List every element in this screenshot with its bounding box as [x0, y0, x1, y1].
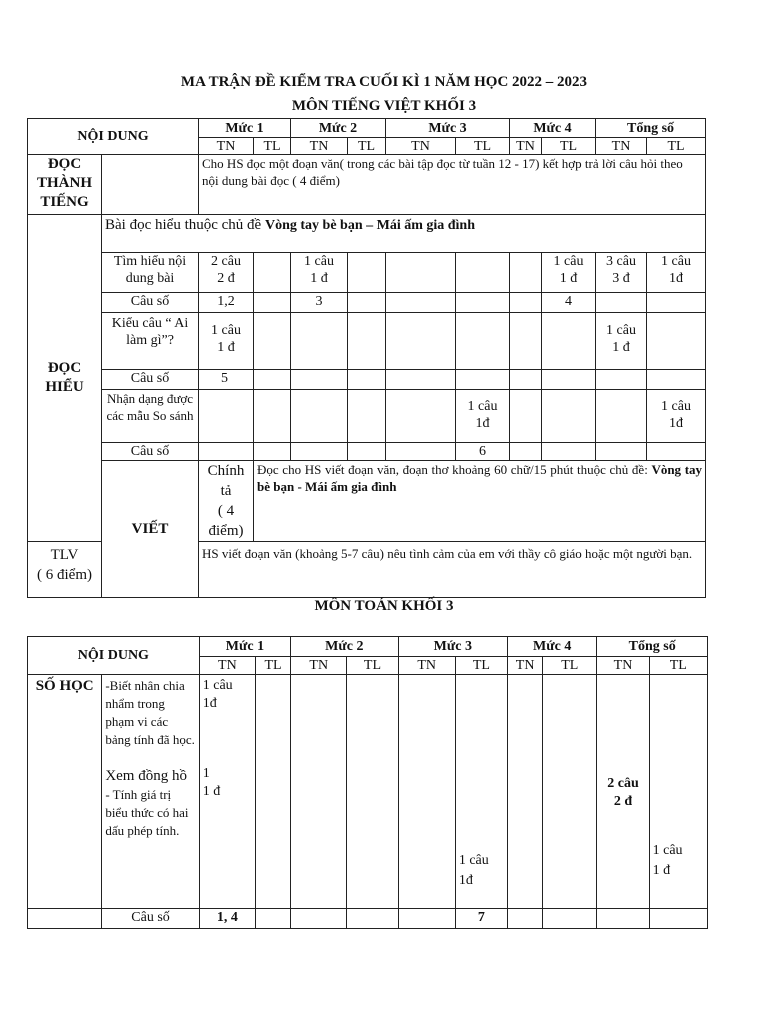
empty-cell — [386, 253, 456, 293]
row-label-kieu-cau: Kiểu câu “ Ai làm gì”? — [102, 313, 199, 370]
header-tong-so: Tổng số — [596, 119, 706, 138]
so-hoc-content-c: - Tính giá trị biểu thức có hai dấu phép tính. — [105, 787, 189, 838]
cell-value: 1 câu 1 đ — [542, 253, 596, 293]
header-tl: TL — [456, 138, 510, 155]
header-muc-4: Mức 4 — [508, 637, 597, 657]
empty-cell — [597, 909, 649, 929]
empty-cell — [647, 443, 706, 461]
empty-cell — [291, 443, 348, 461]
header-tl: TL — [348, 138, 386, 155]
math-matrix-table — [27, 636, 708, 929]
empty-cell — [596, 443, 647, 461]
header-muc-1: Mức 1 — [199, 637, 290, 657]
cell-value: 1 câu 1 đ — [596, 313, 647, 370]
section-so-hoc: SỐ HỌC — [28, 675, 102, 909]
empty-cell — [291, 909, 347, 929]
document-title: MA TRẬN ĐỀ KIỂM TRA CUỐI KÌ 1 NĂM HỌC 2022 – 2023 — [180, 74, 588, 90]
header-tl: TL — [347, 657, 398, 675]
empty-cell — [647, 370, 706, 390]
header-muc-4: Mức 4 — [510, 119, 596, 138]
cell-value: 5 — [199, 370, 254, 390]
header-tl: TL — [255, 657, 290, 675]
empty-cell — [386, 370, 456, 390]
row-label-tim-hieu: Tìm hiểu nội dung bài — [102, 253, 199, 293]
doc-hieu-intro-text: Bài đọc hiểu thuộc chủ đề — [105, 217, 265, 233]
empty-cell — [542, 313, 596, 370]
empty-cell — [510, 443, 542, 461]
header-tl: TL — [649, 657, 707, 675]
cell-value: 6 — [456, 443, 510, 461]
empty-cell — [386, 443, 456, 461]
empty-cell — [456, 253, 510, 293]
empty-cell — [199, 443, 254, 461]
doc-hieu-intro — [102, 215, 706, 253]
cell-value: 1 câu 1đ — [456, 390, 510, 443]
cell-value: 1, 4 — [199, 909, 255, 929]
empty-cell — [647, 293, 706, 313]
so-hoc-content — [102, 675, 199, 909]
empty-cell — [543, 909, 597, 929]
cell-value: 3 — [291, 293, 348, 313]
empty-cell — [254, 370, 291, 390]
header-tn: TN — [386, 138, 456, 155]
section-viet: VIẾT — [102, 461, 199, 598]
empty-cell — [542, 443, 596, 461]
cell-value: 1 1 đ — [202, 766, 221, 799]
empty-cell — [510, 293, 542, 313]
so-hoc-content-b: Xem đồng hồ — [105, 768, 187, 784]
empty-cell — [28, 909, 102, 929]
header-tong-so: Tổng số — [597, 637, 708, 657]
empty-cell — [510, 370, 542, 390]
row-label-cau-so: Câu số — [102, 443, 199, 461]
header-tn: TN — [597, 657, 649, 675]
empty-cell — [647, 313, 706, 370]
header-tn: TN — [199, 657, 255, 675]
empty-cell — [508, 909, 543, 929]
empty-cell — [291, 675, 347, 909]
cell-value: 1 câu 1 đ — [652, 843, 683, 878]
empty-cell — [255, 675, 290, 909]
vietnamese-matrix-table — [27, 118, 706, 598]
cell-value: 1 câu 1 đ — [199, 313, 254, 370]
empty-cell — [254, 313, 291, 370]
empty-cell — [386, 313, 456, 370]
section-doc-thanh-tieng: ĐỌC THÀNH TIẾNG — [28, 155, 102, 215]
empty-cell — [542, 390, 596, 443]
row-label-cau-so: Câu số — [102, 370, 199, 390]
empty-cell — [456, 370, 510, 390]
empty-cell — [348, 313, 386, 370]
header-noi-dung: NỘI DUNG — [28, 119, 199, 155]
header-tn: TN — [508, 657, 543, 675]
so-hoc-content-a: -Biết nhân chia nhẩm trong phạm vi các bảng tính đã học. — [105, 678, 195, 747]
cell-tong-tl — [649, 675, 707, 909]
section-doc-hieu: ĐỌC HIỂU — [28, 215, 102, 542]
row-label-cau-so: Câu số — [102, 293, 199, 313]
doc-thanh-tieng-content: Cho HS đọc một đoạn văn( trong các bài tập đọc từ tuần 12 - 17) kết hợp trả lời câu hỏi theo nội dung bài đọc ( 4 điểm) — [199, 155, 706, 215]
cell-value: 3 câu 3 đ — [596, 253, 647, 293]
subject-title-vietnamese: MÔN TIẾNG VIỆT KHỐI 3 — [291, 98, 477, 114]
empty-cell — [255, 909, 290, 929]
header-tn: TN — [291, 657, 347, 675]
empty-cell — [398, 675, 455, 909]
empty-cell — [291, 370, 348, 390]
empty-cell — [254, 293, 291, 313]
header-muc-3: Mức 3 — [398, 637, 507, 657]
empty-cell — [649, 909, 707, 929]
empty-cell — [348, 293, 386, 313]
cell-tong-tn — [597, 675, 649, 909]
empty-cell — [348, 443, 386, 461]
header-muc-2: Mức 2 — [291, 119, 386, 138]
empty-cell — [508, 675, 543, 909]
header-tl: TL — [542, 138, 596, 155]
header-tl: TL — [455, 657, 507, 675]
header-tn: TN — [510, 138, 542, 155]
subject-title-math: MÔN TOÁN KHỐI 3 — [314, 598, 454, 614]
cell-value: 1 câu 1đ — [202, 678, 233, 711]
empty-cell — [596, 390, 647, 443]
cell-value: 2 câu 2 đ — [607, 776, 639, 809]
empty-cell — [510, 253, 542, 293]
empty-cell — [398, 909, 455, 929]
cell-value: 2 câu 2 đ — [199, 253, 254, 293]
doc-hieu-theme: Vòng tay bè bạn – Mái ấm gia đình — [264, 218, 476, 233]
tlv-content: HS viết đoạn văn (khoảng 5-7 câu) nêu tình cảm của em với thầy cô giáo hoặc một người bạn. — [199, 542, 706, 598]
header-tl: TL — [543, 657, 597, 675]
chinh-ta-text: Đọc cho HS viết đoạn văn, đoạn thơ khoảng 60 chữ/15 phút thuộc chủ đề: — [257, 462, 652, 477]
cell-value: 1 câu 1đ — [647, 253, 706, 293]
header-tl: TL — [647, 138, 706, 155]
empty-cell — [254, 390, 291, 443]
empty-cell — [348, 390, 386, 443]
empty-cell — [456, 313, 510, 370]
empty-cell — [348, 253, 386, 293]
empty-cell — [543, 675, 597, 909]
empty-cell — [510, 390, 542, 443]
empty-cell — [254, 253, 291, 293]
chinh-ta-content — [254, 461, 706, 542]
header-muc-3: Mức 3 — [386, 119, 510, 138]
cell-m3-tl — [455, 675, 507, 909]
row-label-tlv: TLV ( 6 điểm) — [28, 542, 102, 598]
empty-cell — [386, 390, 456, 443]
empty-cell — [291, 390, 348, 443]
cell-m1-tn — [199, 675, 255, 909]
chinh-ta-theme: Vòng tay bè bạn - Mái ấm gia đình — [257, 462, 703, 494]
header-tn: TN — [199, 138, 254, 155]
empty-cell — [386, 293, 456, 313]
empty-cell — [456, 293, 510, 313]
cell-value: 1 câu 1đ — [647, 390, 706, 443]
row-label-chinh-ta: Chính tả ( 4 điểm) — [199, 461, 254, 542]
cell-value: 1 câu 1đ — [458, 853, 489, 888]
header-tn: TN — [596, 138, 647, 155]
row-label-cau-so: Câu số — [102, 909, 199, 929]
cell-value: 4 — [542, 293, 596, 313]
empty-cell — [596, 370, 647, 390]
empty-cell — [542, 370, 596, 390]
header-tn: TN — [398, 657, 455, 675]
cell-value: 1,2 — [199, 293, 254, 313]
empty-cell — [199, 390, 254, 443]
cell-value: 7 — [455, 909, 507, 929]
empty-cell — [347, 675, 398, 909]
cell-value: 1 câu 1 đ — [291, 253, 348, 293]
empty-cell — [347, 909, 398, 929]
header-muc-2: Mức 2 — [291, 637, 398, 657]
empty-cell — [102, 155, 199, 215]
empty-cell — [510, 313, 542, 370]
row-label-nhan-dang: Nhận dạng được các mẫu So sánh — [102, 390, 199, 443]
header-tl: TL — [254, 138, 291, 155]
header-tn: TN — [291, 138, 348, 155]
empty-cell — [596, 293, 647, 313]
empty-cell — [291, 313, 348, 370]
header-noi-dung: NỘI DUNG — [28, 637, 200, 675]
empty-cell — [254, 443, 291, 461]
empty-cell — [348, 370, 386, 390]
header-muc-1: Mức 1 — [199, 119, 291, 138]
